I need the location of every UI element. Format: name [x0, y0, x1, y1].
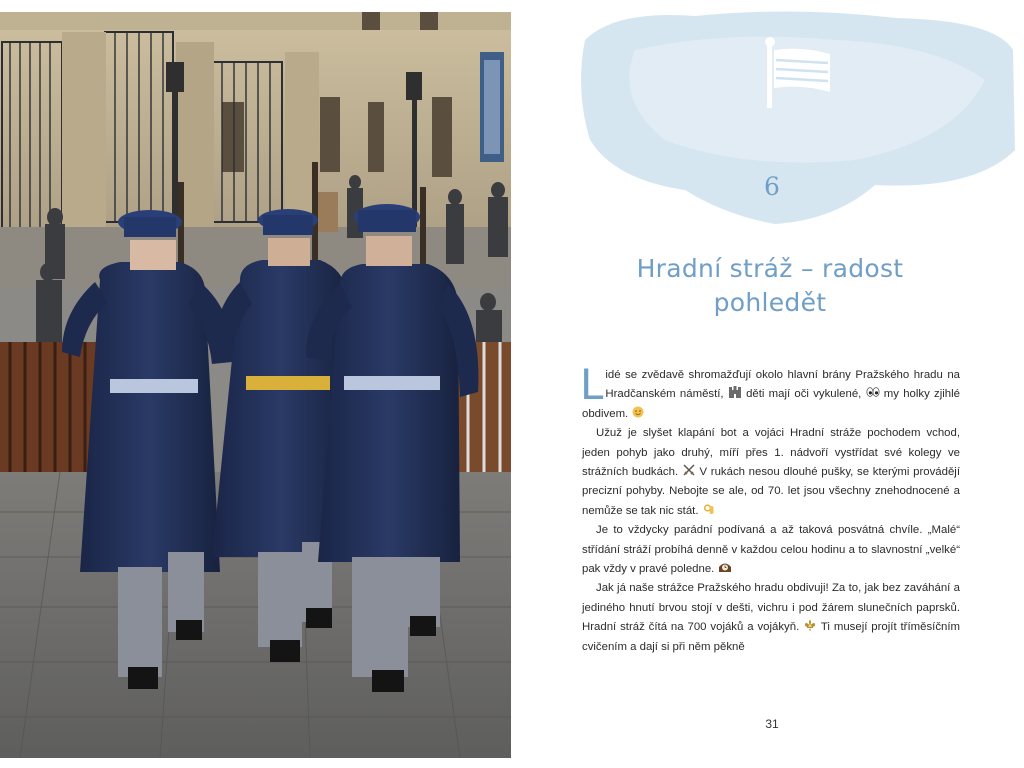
- castle-icon: [728, 386, 742, 398]
- eyes-icon: [866, 386, 880, 398]
- smiling-face-icon: [631, 406, 645, 418]
- paragraph-4: Jak já naše strážce Pražského hradu obdivuji! Za to, jak bez zaváhání a jediného hnutí brvou stojí v dešti, vichru i pod žárem slunečních paprsků. Hradní stráž čítá na 700 vojáků a vojákyň. Ti musejí projít tříměsíčním cvičením a dají si při něm pěkně: [582, 582, 961, 653]
- paragraph-2: Užuž je slyšet klapání bot a vojáci Hradní stráže pochodem vchod, jeden pohyb jako druhý, míří přes 1. nádvoří vystřídat své kolegy ve strážních budkách. V rukách nesou dlouhé pušky, se kterými provádějí precizní pohyby. Nebojte se ale, od 70. let jsou všechny znehodnocené a nemůže se tak nic stát.: [582, 427, 960, 517]
- paragraph-1: Lidé se zvědavě shromažďují okolo hlavní brány Pražského hradu na Hradčanském náměstí, děti mají oči vykulené, my holky zjihlé obdivem.: [580, 360, 960, 420]
- castle-guard-photo: [0, 12, 511, 758]
- ok-hand-icon: [702, 503, 716, 515]
- crossed-swords-icon: [682, 464, 696, 476]
- fleur-de-lis-icon: [803, 619, 817, 631]
- chapter-number: 6: [764, 172, 780, 201]
- paragraph-3: Je to vždycky parádní podívaná a až taková posvátná chvíle. „Malé“ střídání stráží probíhá denně v každou celou hodinu a to slavnostní „velké“ pak vždy v pravé poledne.: [582, 524, 960, 576]
- text-page: [520, 0, 1024, 768]
- flag-icon: [762, 36, 832, 112]
- chapter-body-text: [580, 360, 961, 657]
- drop-cap: L: [580, 360, 604, 409]
- mantelpiece-clock-icon: [718, 561, 732, 573]
- page-number: 31: [765, 717, 779, 731]
- chapter-title: Hradní stráž – radost pohledět: [636, 254, 904, 317]
